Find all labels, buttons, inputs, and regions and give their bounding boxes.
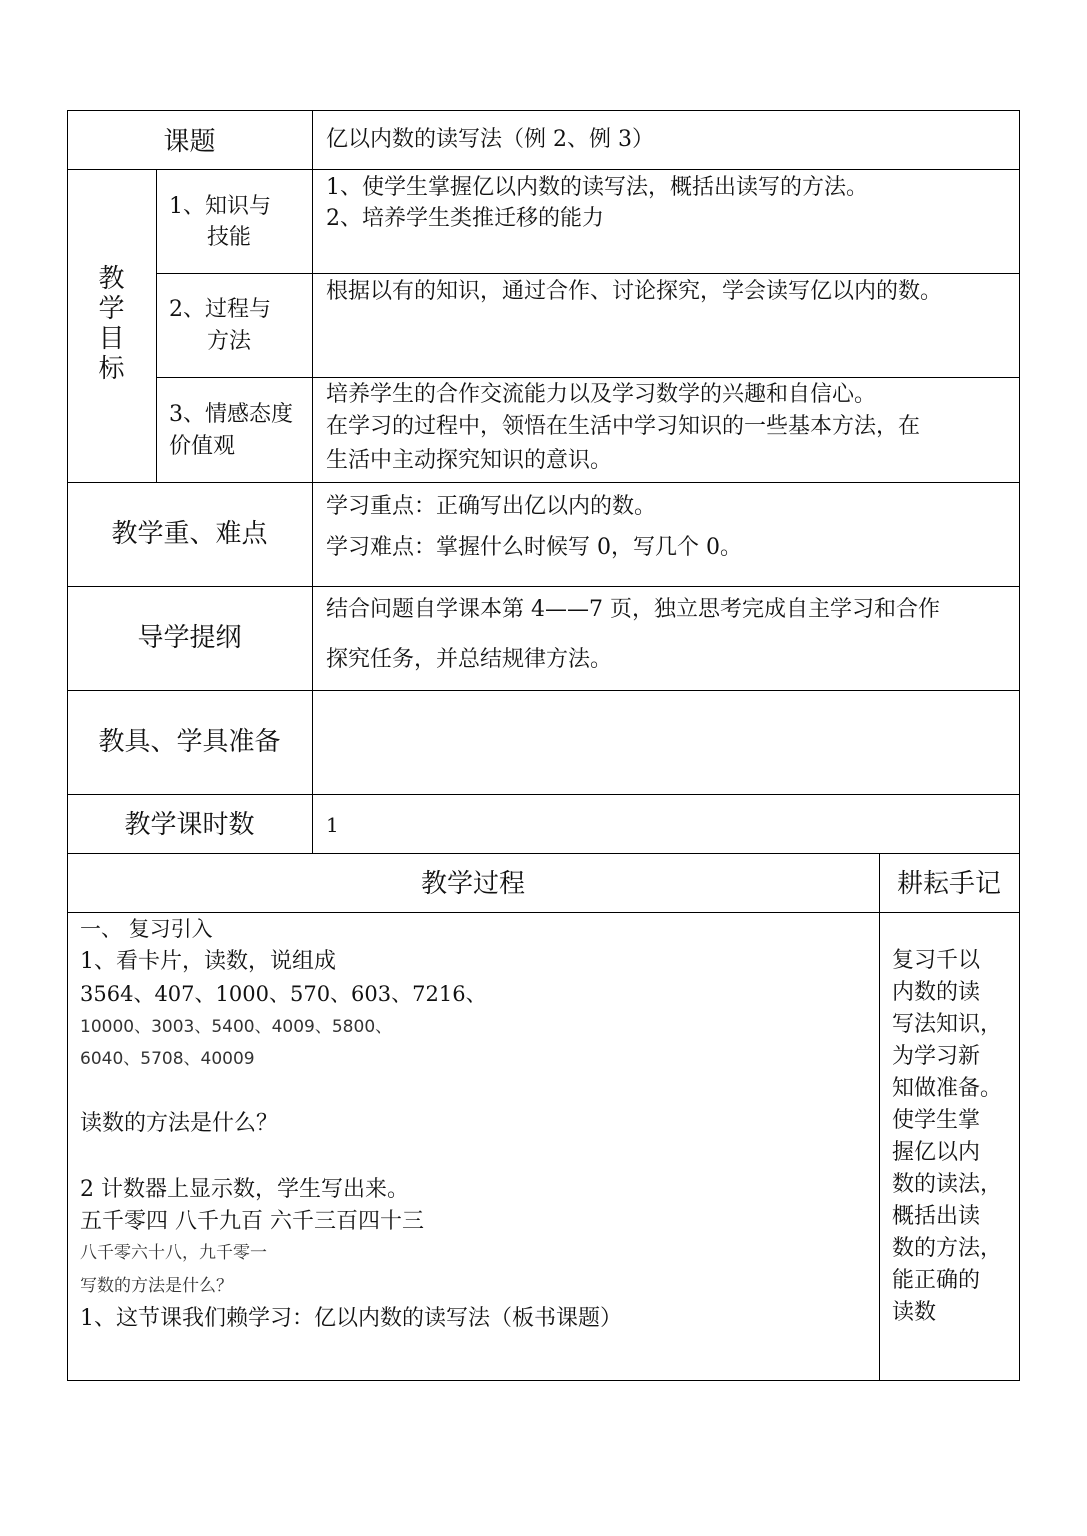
notes-line: 读数 [892,1300,937,1325]
table-border-top [67,110,1020,111]
notes-line: 能正确的 [892,1268,981,1293]
topic-value: 亿以内数的读写法（例 2、例 3） [326,127,654,152]
table-border-right [1019,110,1020,1381]
row-divider [67,482,1020,483]
objective-1-content: 1、使学生掌握亿以内数的读写法，概括出读写的方法。 [326,175,868,200]
col-divider [156,169,157,482]
process-line: 一、 复习引入 [80,917,213,941]
notes-line: 内数的读 [892,980,981,1005]
key-point-line: 学习难点：掌握什么时候写 0，写几个 0。 [326,535,742,560]
process-line: 八千零六十八，九千零一 [80,1243,267,1263]
row-divider [67,169,1020,170]
row-divider [156,377,1020,378]
process-line: 3564、407、1000、570、603、7216、 [80,982,487,1006]
row-divider [67,690,1020,691]
objective-2-label: 方法 [207,329,252,354]
process-line: 写数的方法是什么？ [80,1276,233,1296]
objectives-label-char: 学 [98,294,125,324]
process-header: 教学过程 [420,869,525,899]
process-line: 10000、3003、5400、4009、5800、 [80,1017,393,1037]
table-border-bottom [67,1380,1020,1381]
notes-line: 写法知识， [892,1012,1003,1037]
notes-header: 耕耘手记 [896,869,1001,899]
row-divider [156,273,1020,274]
key-points-label: 教学重、难点 [111,519,268,549]
objective-3-content: 培养学生的合作交流能力以及学习数学的兴趣和自信心。 [326,382,877,407]
objectives-label-char: 教 [98,264,125,294]
notes-line: 握亿以内 [892,1140,981,1165]
objective-3-content: 在学习的过程中，领悟在生活中学习知识的一些基本方法，在 [326,414,921,439]
row-divider [67,853,1020,854]
objectives-label-char: 目 [98,324,125,354]
objective-1-label: 1、知识与 [169,194,271,219]
objective-1-content: 2、培养学生类推迁移的能力 [326,206,604,231]
hours-value: 1 [326,813,339,837]
notes-line: 知做准备。 [892,1076,1003,1101]
process-line: 五千零四 八千九百 六千三百四十三 [80,1209,424,1234]
notes-line: 使学生掌 [892,1108,981,1133]
process-line: 1、看卡片，读数，说组成 [80,949,336,974]
row-divider [67,912,1020,913]
hours-label: 教学课时数 [124,810,255,840]
notes-content [892,950,1017,1334]
process-line: 2 计数器上显示数，学生写出来。 [80,1177,409,1202]
objective-1-label: 技能 [207,225,252,250]
col-divider [879,853,880,1380]
materials-label: 教具、学具准备 [98,727,281,757]
objective-2-label: 2、过程与 [169,297,271,322]
process-line: 1、这节课我们赖学习：亿以内数的读写法（板书课题） [80,1306,622,1331]
objectives-label [67,266,156,386]
notes-line: 数的读法， [892,1172,1003,1197]
topic-label: 课题 [163,127,216,157]
guide-line: 结合问题自学课本第 4——7 页，独立思考完成自主学习和合作 [326,597,940,622]
process-line: 读数的方法是什么？ [80,1111,279,1136]
notes-line: 概括出读 [892,1204,981,1229]
objective-3-label: 3、情感态度 [169,402,293,427]
notes-line: 复习千以 [892,948,981,973]
process-line: 6040、5708、40009 [80,1049,255,1069]
objective-2-content: 根据以有的知识，通过合作、讨论探究，学会读写亿以内的数。 [326,279,943,304]
objective-3-label: 价值观 [169,434,236,459]
guide-line: 探究任务，并总结规律方法。 [326,647,613,672]
row-divider [67,794,1020,795]
col-divider [312,110,313,853]
objective-3-content: 生活中主动探究知识的意识。 [326,448,613,473]
key-point-line: 学习重点：正确写出亿以内的数。 [326,494,657,519]
notes-line: 数的方法， [892,1236,1003,1261]
guide-label: 导学提纲 [137,623,242,653]
objectives-label-char: 标 [98,354,125,384]
notes-line: 为学习新 [892,1044,981,1069]
row-divider [67,586,1020,587]
